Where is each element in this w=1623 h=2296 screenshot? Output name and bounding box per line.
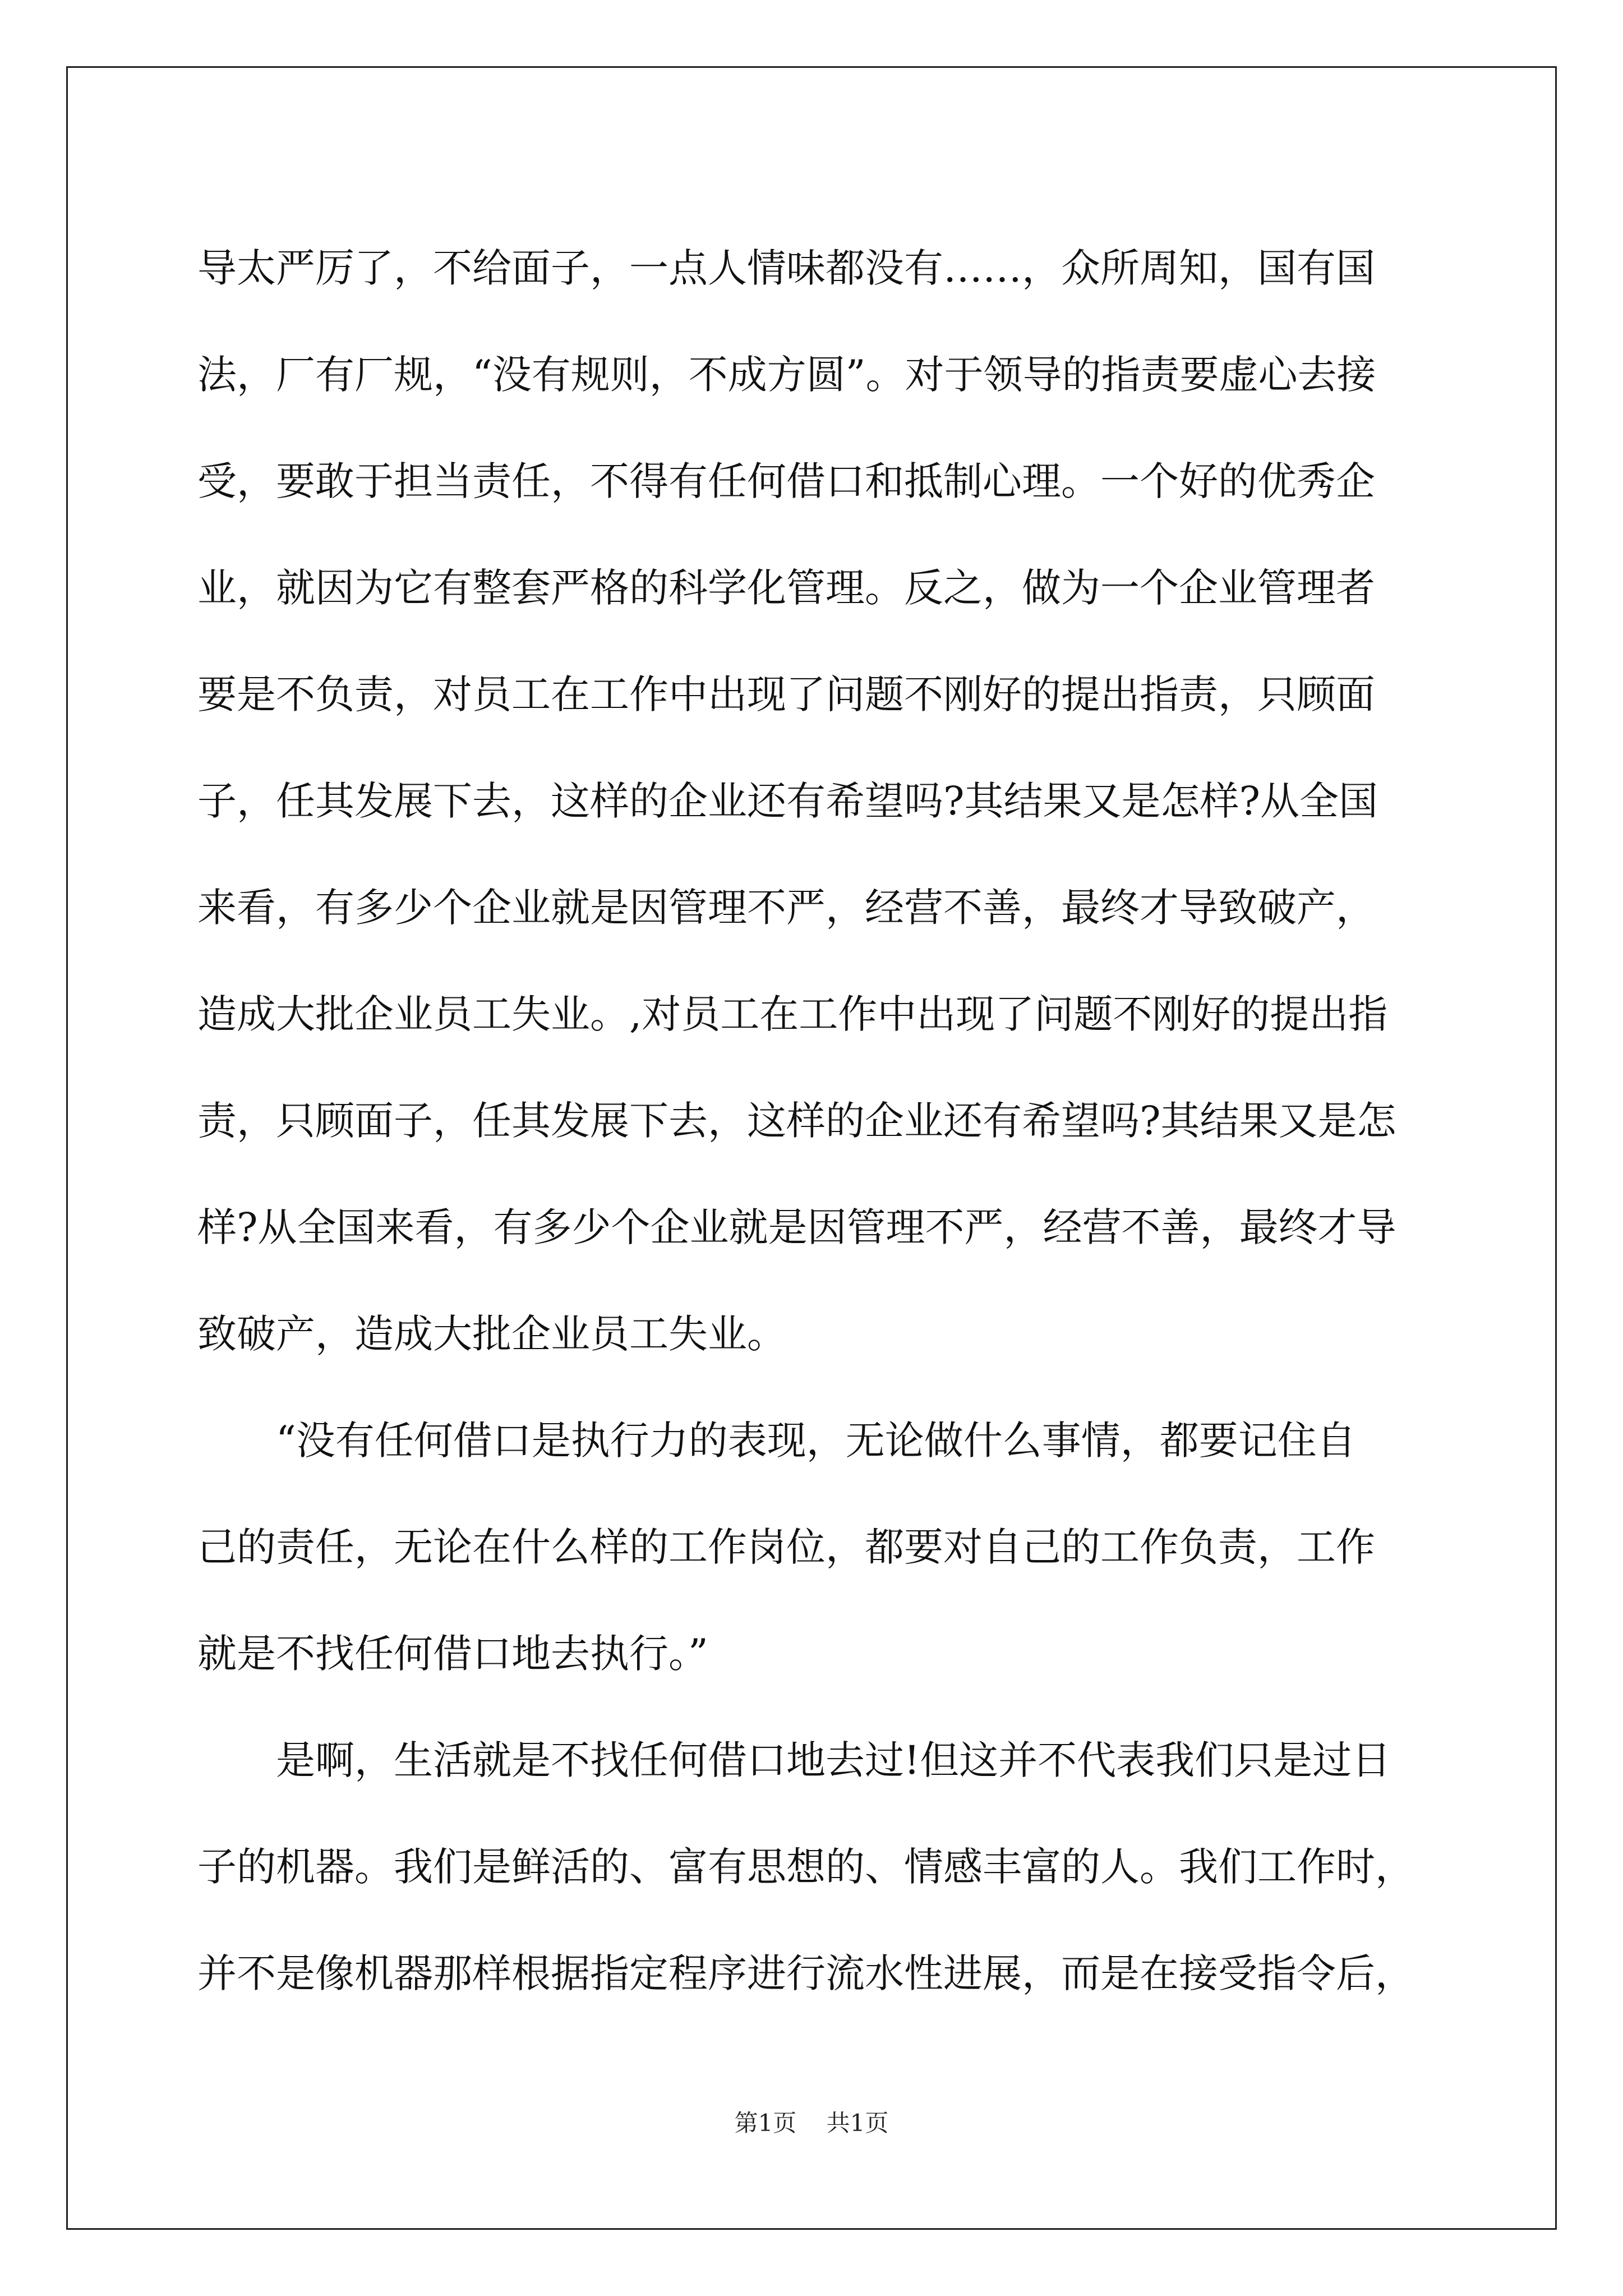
text-line: 责，只顾面子，任其发展下去，这样的企业还有希望吗?其结果又是怎 — [197, 1098, 1396, 1144]
text-line: 是啊，生活就是不找任何借口地去过!但这并不代表我们只是过日 — [276, 1737, 1391, 1783]
document-body — [197, 215, 1426, 2027]
text-line: 受，要敢于担当责任，不得有任何借口和抵制心理。一个好的优秀企 — [197, 458, 1375, 504]
page-number: 第1页 — [734, 2109, 797, 2137]
text-line: 来看，有多少个企业就是因管理不严，经营不善，最终才导致破产， — [197, 885, 1375, 931]
page-total: 共1页 — [826, 2109, 889, 2137]
text-line: 子的机器。我们是鲜活的、富有思想的、情感丰富的人。我们工作时， — [197, 1844, 1414, 1890]
text-line: 样?从全国来看，有多少个企业就是因管理不严，经营不善，最终才导 — [197, 1204, 1396, 1250]
text-line: 并不是像机器那样根据指定程序进行流水性进展，而是在接受指令后， — [197, 1950, 1414, 1996]
text-line: 法，厂有厂规，“没有规则，不成方圆”。对于领导的指责要虚心去接 — [197, 352, 1376, 398]
text-line: 导太严厉了，不给面子，一点人情味都没有……，众所周知，国有国 — [197, 245, 1375, 291]
text-line: 己的责任，无论在什么样的工作岗位，都要对自己的工作负责，工作 — [197, 1524, 1375, 1570]
text-line: “没有任何借口是执行力的表现，无论做什么事情，都要记住自 — [276, 1418, 1356, 1464]
page-footer — [0, 2106, 1623, 2140]
text-line: 要是不负责，对员工在工作中出现了问题不刚好的提出指责，只顾面 — [197, 671, 1375, 717]
text-line: 业，就因为它有整套严格的科学化管理。反之，做为一个企业管理者 — [197, 565, 1375, 611]
text-line: 子，任其发展下去，这样的企业还有希望吗?其结果又是怎样?从全国 — [197, 778, 1378, 824]
text-line: 就是不找任何借口地去执行。” — [197, 1631, 708, 1677]
text-line: 造成大批企业员工失业。,对员工在工作中出现了问题不刚好的提出指 — [197, 991, 1388, 1037]
text-line: 致破产，造成大批企业员工失业。 — [197, 1311, 786, 1357]
